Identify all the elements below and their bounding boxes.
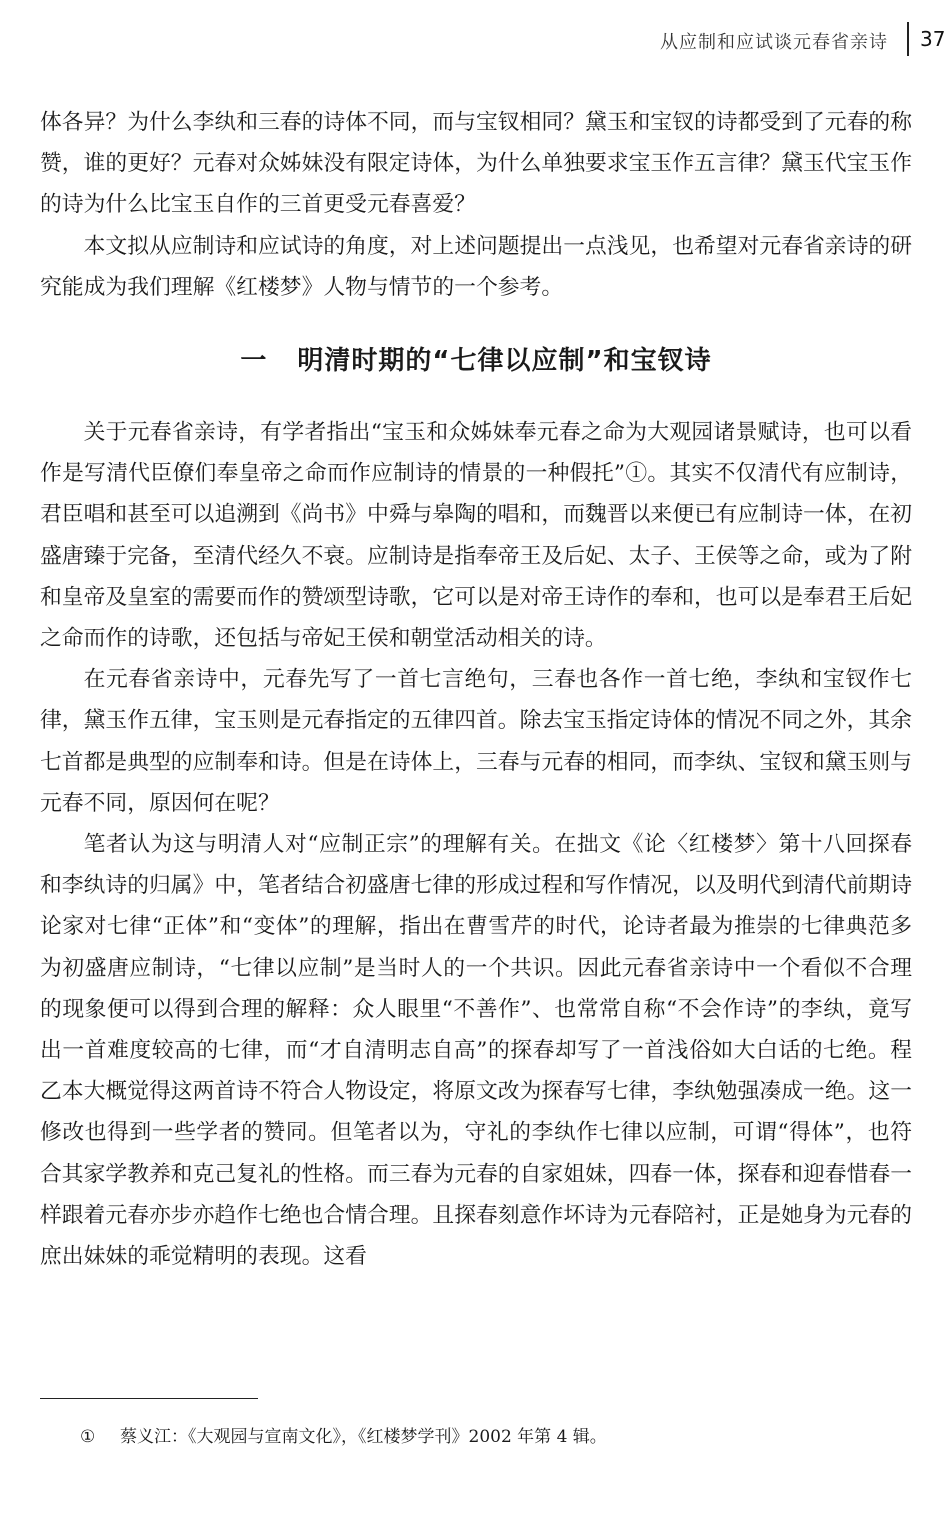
running-title: 从应制和应试谈元春省亲诗 (660, 32, 888, 53)
paragraph: 在元春省亲诗中，元春先写了一首七言绝句，三春也各作一首七绝，李纨和宝钗作七律，黛玉作五律，宝玉则是元春指定的五律四首。除去宝玉指定诗体的情况不同之外，其余七首都是典型的应制奉和诗。但是在诗体上，三春与元春的相同，而李纨、宝钗和黛玉则与元春不同，原因何在呢？ (40, 667, 912, 816)
footnote (80, 1424, 607, 1450)
footnote-text: 蔡义江：《大观园与宣南文化》，《红楼梦学刊》2002 年第 4 辑。 (120, 1427, 607, 1447)
section-heading (40, 340, 912, 382)
body-text (40, 102, 912, 1277)
header-divider (907, 22, 909, 56)
section-title: 明清时期的“七律以应制”和宝钗诗 (297, 346, 712, 377)
footnote-rule (40, 1398, 258, 1399)
page-number: 37 (920, 27, 946, 51)
footnote-mark: ① (80, 1427, 96, 1447)
paragraph-continued: 体各异？为什么李纨和三春的诗体不同，而与宝钗相同？黛玉和宝钗的诗都受到了元春的称赞，谁的更好？元春对众姊妹没有限定诗体，为什么单独要求宝玉作五言律？黛玉代宝玉作的诗为什么比宝玉自作的三首更受元春喜爱？ (40, 110, 912, 218)
section-number: 一 (240, 346, 268, 377)
paragraph: 笔者认为这与明清人对“应制正宗”的理解有关。在拙文《论〈红楼梦〉第十八回探春和李纨诗的归属》中，笔者结合初盛唐七律的形成过程和写作情况，以及明代到清代前期诗论家对七律“正体”和“变体”的理解，指出在曹雪芹的时代，论诗者最为推崇的七律典范多为初盛唐应制诗，“七律以应制”是当时人的一个共识。因此元春省亲诗中一个看似不合理的现象便可以得到合理的解释：众人眼里“不善作”、也常常自称“不会作诗”的李纨，竟写出一首难度较高的七律，而“才自清明志自高”的探春却写了一首浅俗如大白话的七绝。程乙本大概觉得这两首诗不符合人物设定，将原文改为探春写七律，李纨勉强凑成一绝。这一修改也得到一些学者的赞同。但笔者以为，守礼的李纨作七律以应制，可谓“得体”，也符合其家学教养和克己复礼的性格。而三春为元春的自家姐妹，四春一体，探春和迎春惜春一样跟着元春亦步亦趋作七绝也合情合理。且探春刻意作坏诗为元春陪衬，正是她身为元春的庶出妹妹的乖觉精明的表现。这看 (40, 832, 912, 1270)
paragraph: 本文拟从应制诗和应试诗的角度，对上述问题提出一点浅见，也希望对元春省亲诗的研究能成为我们理解《红楼梦》人物与情节的一个参考。 (40, 233, 912, 300)
paragraph: 关于元春省亲诗，有学者指出“宝玉和众姊妹奉元春之命为大观园诸景赋诗，也可以看作是写清代臣僚们奉皇帝之命而作应制诗的情景的一种假托”①。其实不仅清代有应制诗，君臣唱和甚至可以追溯到《尚书》中舜与皋陶的唱和，而魏晋以来便已有应制诗一体，在初盛唐臻于完备，至清代经久不衰。应制诗是指奉帝王及后妃、太子、王侯等之命，或为了附和皇帝及皇室的需要而作的赞颂型诗歌，它可以是对帝王诗作的奉和，也可以是奉君王后妃之命而作的诗歌，还包括与帝妃王侯和朝堂活动相关的诗。 (40, 420, 912, 652)
